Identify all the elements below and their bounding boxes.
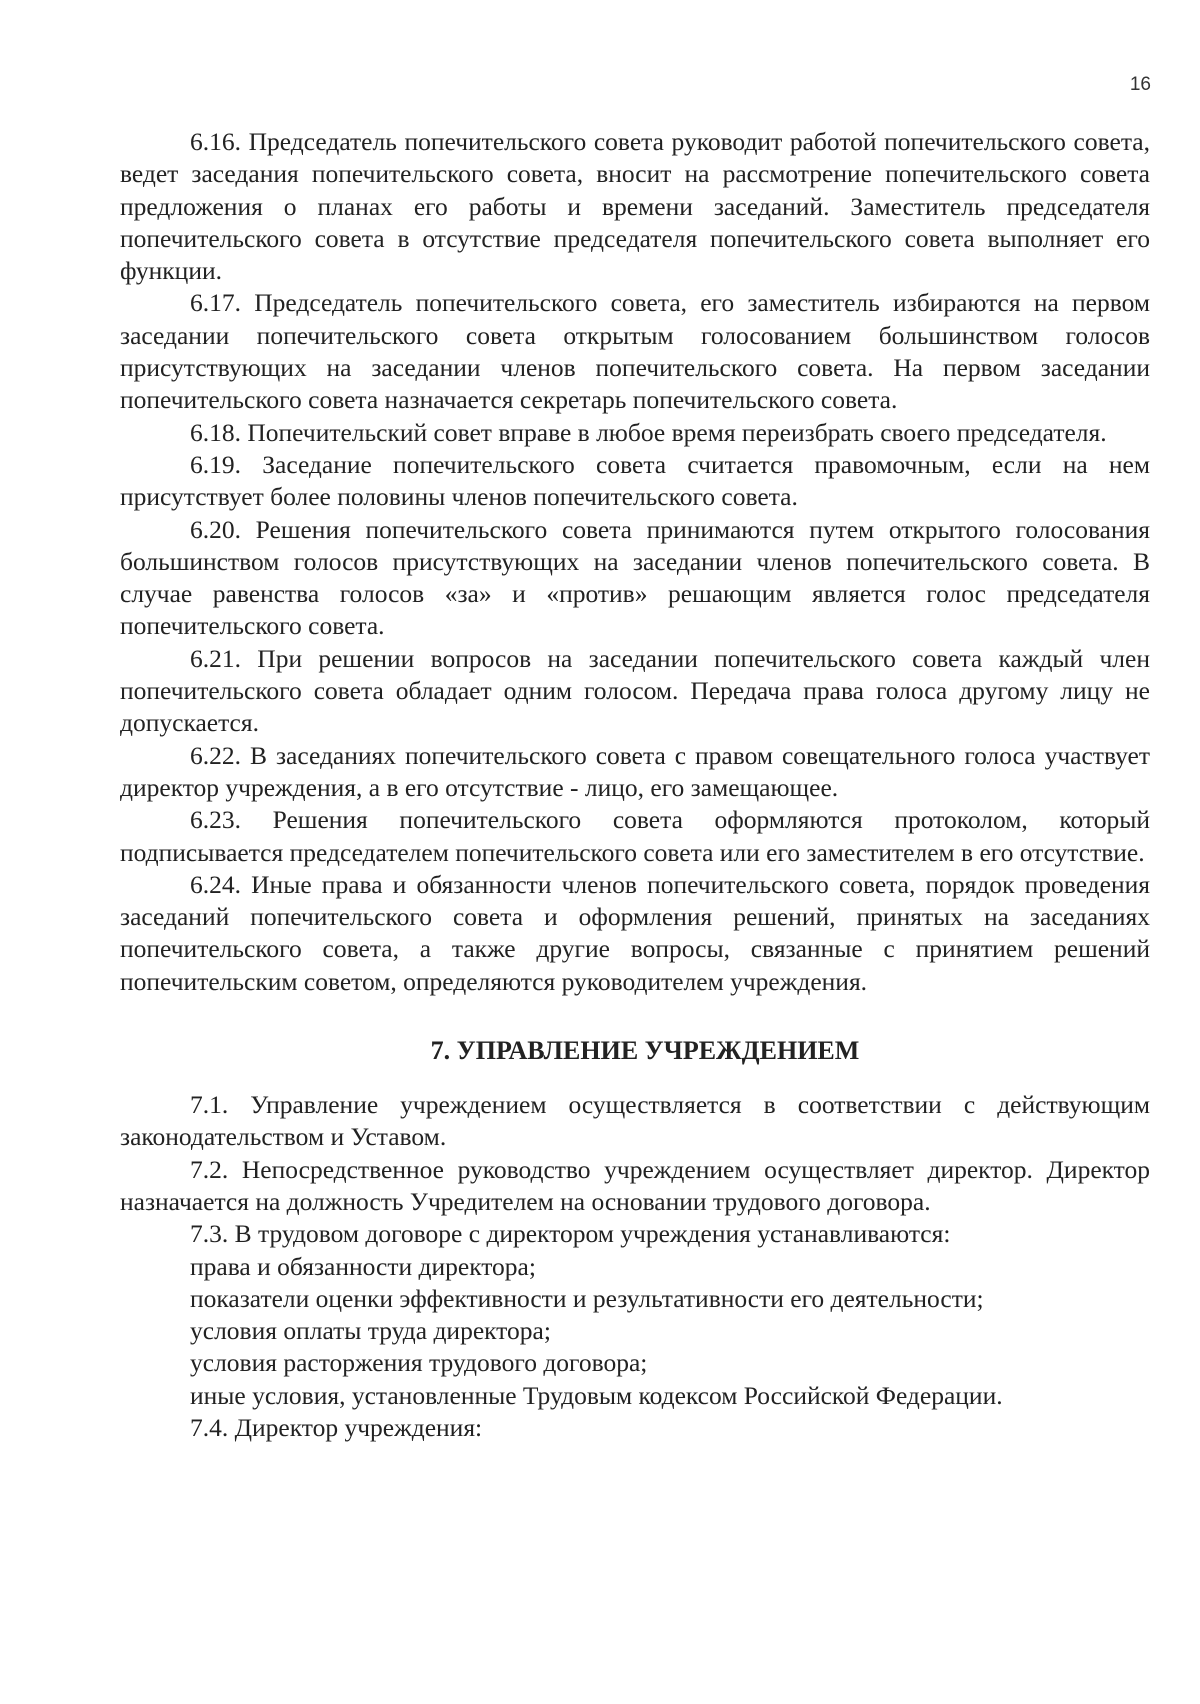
- paragraph-6-20: 6.20. Решения попечительского совета принимаются путем открытого голосования большинством голосов присутствующих на заседании членов попечительского совета. В случае равенства голосов «за» и «против» решающим является голос председателя попечительского совета.: [120, 514, 1150, 641]
- paragraph-6-24: 6.24. Иные права и обязанности членов попечительского совета, порядок проведения заседаний попечительского совета и оформления решений, принятых на заседаниях попечительского совета, а также другие вопросы, связанные с принятием решений попечительским советом, определяются руководителем учреждения.: [120, 869, 1150, 996]
- paragraph-6-21: 6.21. При решении вопросов на заседании попечительского совета каждый член попечительского совета обладает одним голосом. Передача права голоса другому лицу не допускается.: [120, 643, 1150, 738]
- paragraph-6-17: 6.17. Председатель попечительского совета, его заместитель избираются на первом заседании попечительского совета открытым голосованием большинством голосов присутствующих на заседании членов попечительского совета. На первом заседании попечительского совета назначается секретарь попечительского совета.: [120, 288, 1150, 415]
- paragraph-6-19: 6.19. Заседание попечительского совета считается правомочным, если на нем присутствует более половины членов попечительского совета.: [120, 449, 1150, 512]
- document-body: [120, 126, 1150, 1444]
- list-item-7-3-1: права и обязанности директора;: [190, 1251, 536, 1281]
- page-number: 16: [1129, 74, 1151, 95]
- list-item-7-3-2: показатели оценки эффективности и результативности его деятельности;: [190, 1283, 984, 1313]
- paragraph-7-4: 7.4. Директор учреждения:: [190, 1412, 483, 1442]
- list-item-7-3-3: условия оплаты труда директора;: [190, 1316, 551, 1346]
- paragraph-6-16: 6.16. Председатель попечительского совета руководит работой попечительского совета, ведет заседания попечительского совета, вносит на рассмотрение попечительского совета предложения о планах его работы и времени заседаний. Заместитель председателя попечительского совета в отсутствие председателя попечительского совета выполняет его функции.: [120, 127, 1150, 286]
- paragraph-6-23: 6.23. Решения попечительского совета оформляются протоколом, который подписывается председателем попечительского совета или его заместителем в его отсутствие.: [120, 805, 1150, 867]
- paragraph-7-2: 7.2. Непосредственное руководство учреждением осуществляет директор. Директор назначается на должность Учредителем на основании трудового договора.: [120, 1154, 1150, 1216]
- paragraph-7-3: 7.3. В трудовом договоре с директором учреждения устанавливаются:: [190, 1219, 951, 1249]
- list-item-7-3-5: иные условия, установленные Трудовым кодексом Российской Федерации.: [190, 1380, 1003, 1410]
- paragraph-6-18: 6.18. Попечительский совет вправе в любое время переизбрать своего председателя.: [190, 417, 1107, 447]
- list-item-7-3-4: условия расторжения трудового договора;: [190, 1348, 648, 1378]
- paragraph-7-1: 7.1. Управление учреждением осуществляется в соответствии с действующим законодательством и Уставом.: [120, 1090, 1150, 1152]
- paragraph-6-22: 6.22. В заседаниях попечительского совета с правом совещательного голоса участвует директор учреждения, а в его отсутствие - лицо, его замещающее.: [120, 740, 1150, 802]
- section-7-heading: 7. УПРАВЛЕНИЕ УЧРЕЖДЕНИЕМ: [430, 1036, 860, 1066]
